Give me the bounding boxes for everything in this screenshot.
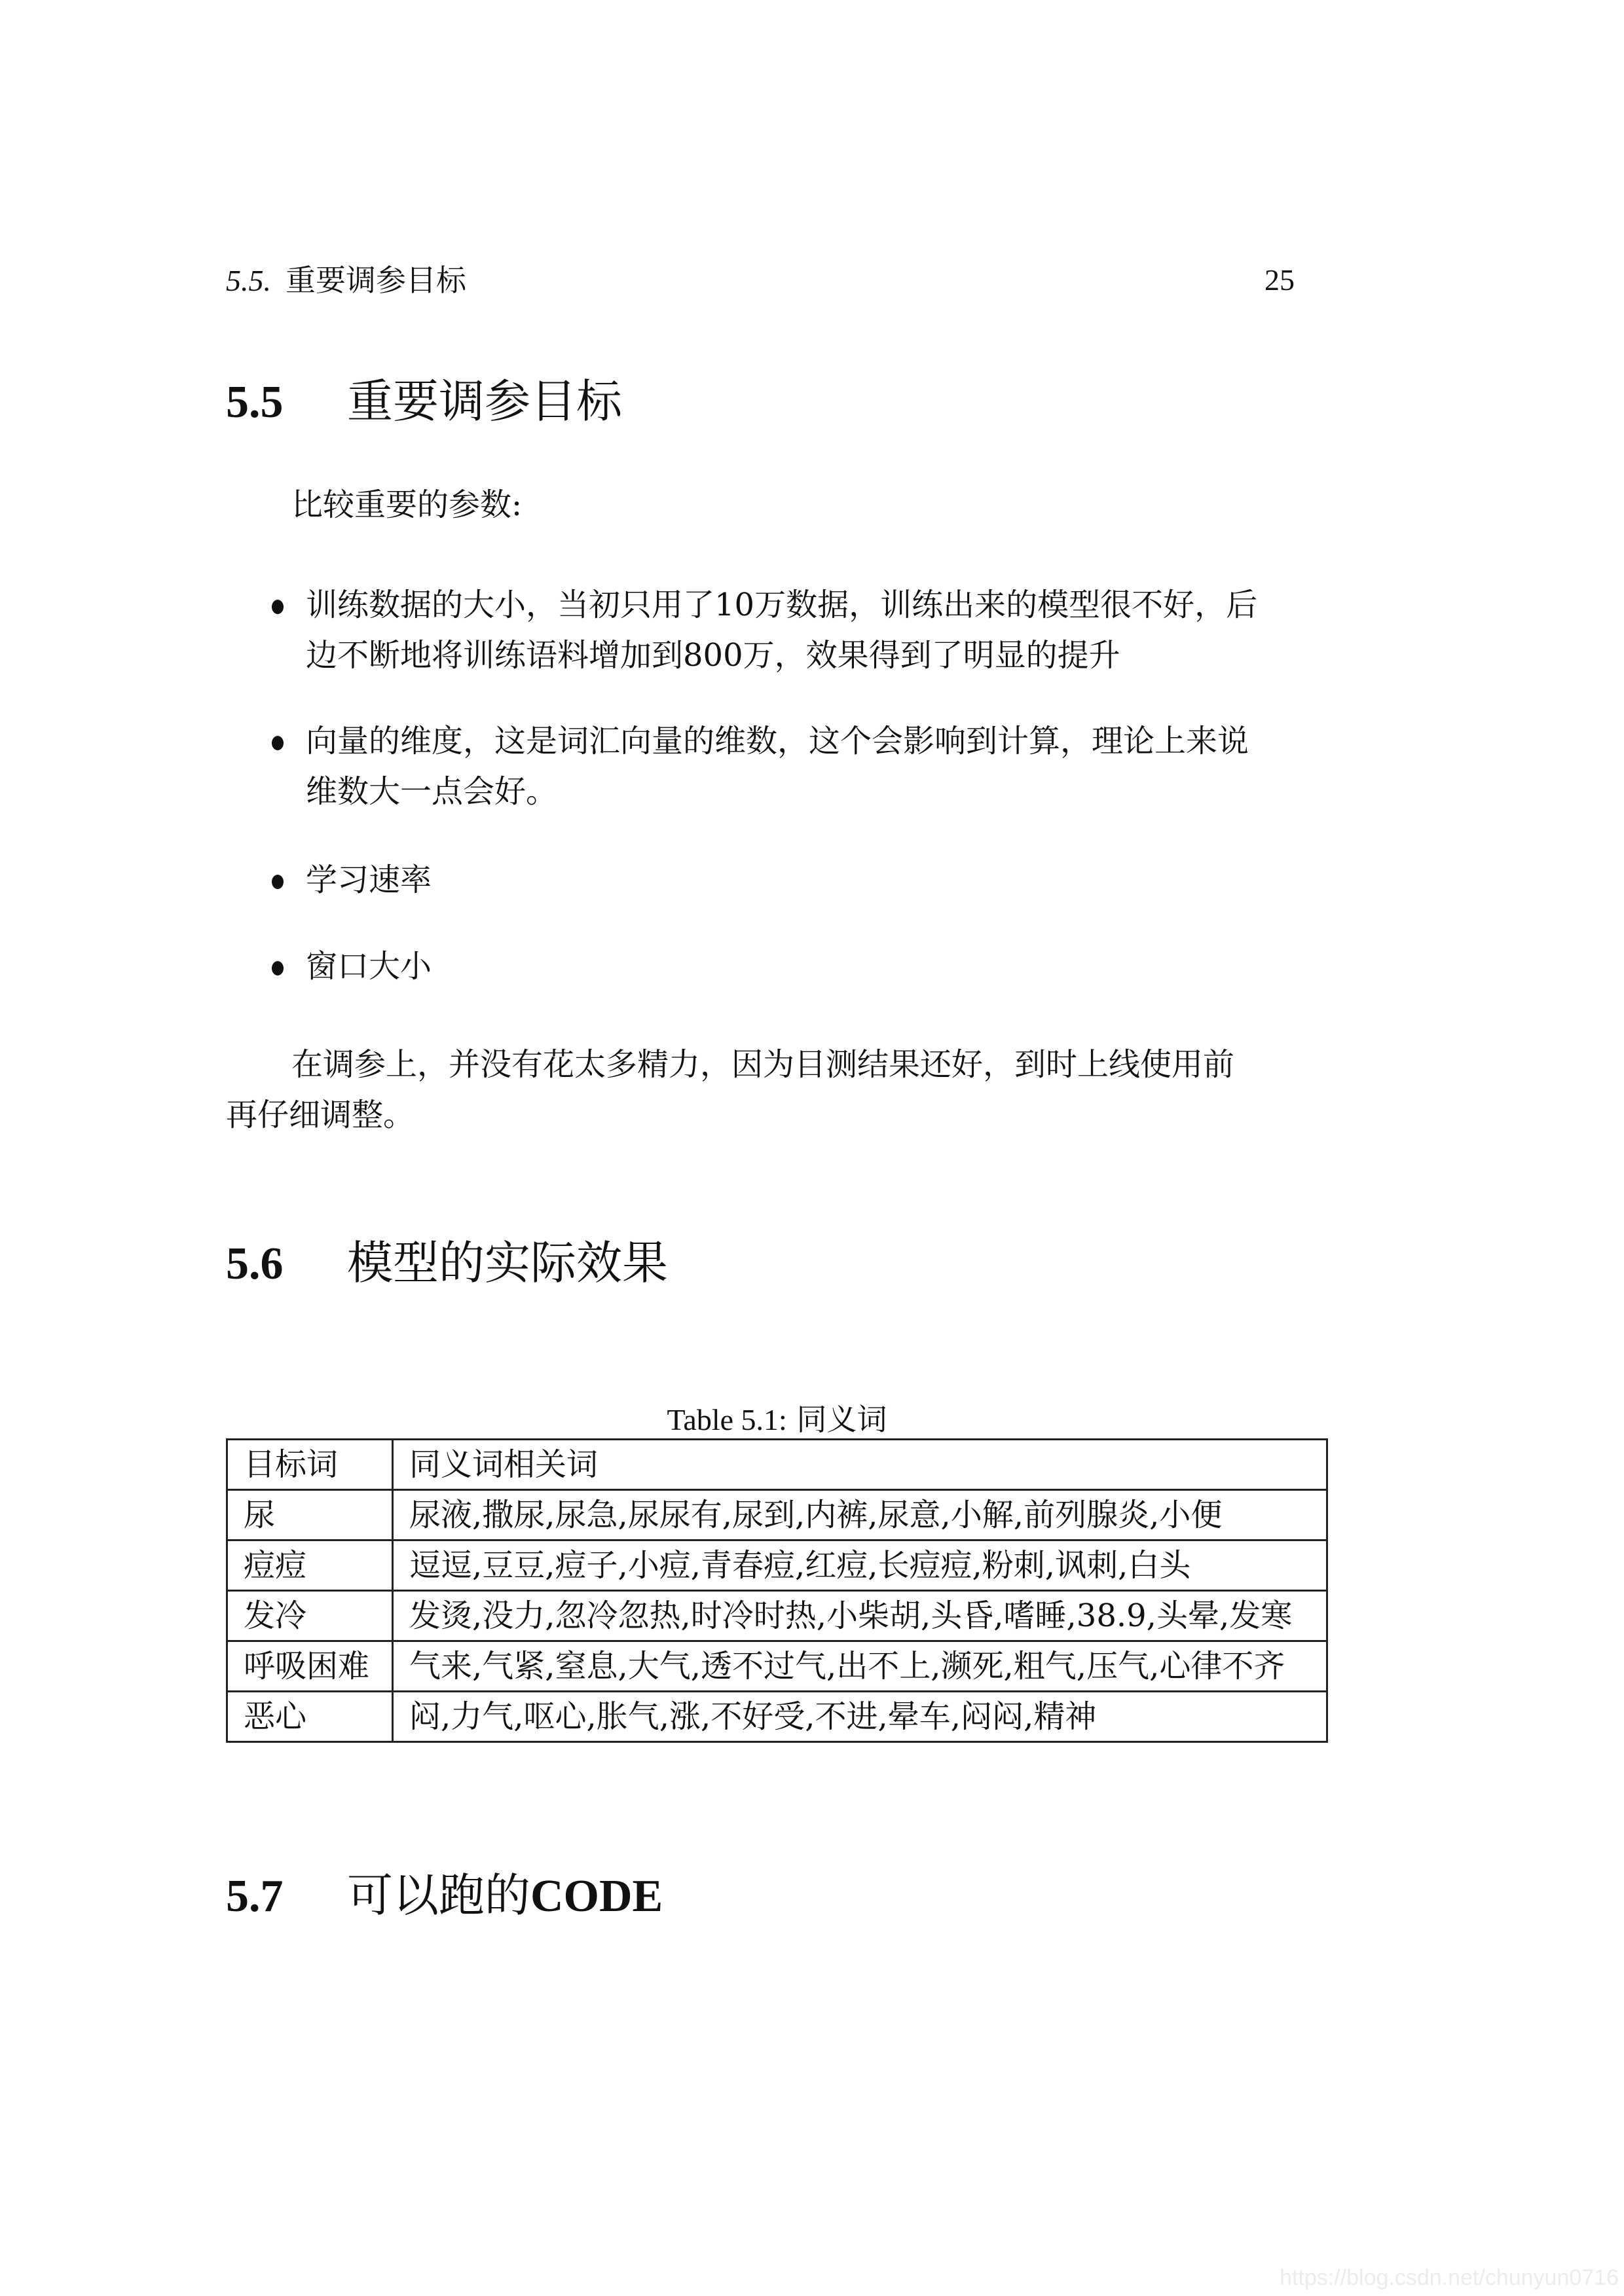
paragraph-line: 在调参上，并没有花太多精力，因为目测结果还好，到时上线使用前 bbox=[291, 1046, 1235, 1083]
column-header: 同义词相关词 bbox=[393, 1440, 1327, 1490]
section-heading-5-7 bbox=[226, 1866, 663, 1926]
section-heading-5-5 bbox=[226, 372, 622, 432]
table-caption bbox=[226, 1400, 1328, 1440]
intro-text: 比较重要的参数: bbox=[291, 486, 523, 523]
section-title-latin: CODE bbox=[530, 1871, 663, 1922]
section-title: 重要调参目标 bbox=[347, 374, 622, 428]
list-item bbox=[272, 716, 1306, 817]
target-word-cell: 发冷 bbox=[227, 1591, 393, 1641]
target-word-cell: 尿 bbox=[227, 1490, 393, 1540]
column-header: 目标词 bbox=[227, 1440, 393, 1490]
bullet-icon bbox=[272, 961, 284, 975]
list-item-line: 训练数据的大小，当初只用了10万数据，训练出来的模型很不好，后 bbox=[306, 587, 1258, 623]
synonym-table bbox=[226, 1438, 1328, 1743]
bullet-icon bbox=[272, 736, 284, 750]
synonyms-cell: 尿液,撒尿,尿急,尿尿有,尿到,内裤,尿意,小解,前列腺炎,小便 bbox=[393, 1490, 1327, 1540]
section-heading-5-6 bbox=[226, 1233, 668, 1294]
table-row bbox=[227, 1692, 1327, 1742]
table-header-row bbox=[227, 1440, 1327, 1490]
target-word-cell: 呼吸困难 bbox=[227, 1641, 393, 1692]
synonyms-cell: 气来,气紧,窒息,大气,透不过气,出不上,濒死,粗气,压气,心律不齐 bbox=[393, 1641, 1327, 1692]
paragraph bbox=[226, 1040, 1300, 1140]
table-caption-text: 同义词 bbox=[796, 1402, 887, 1437]
table-row bbox=[227, 1591, 1327, 1641]
section-number: 5.5 bbox=[226, 377, 284, 428]
section-title bbox=[347, 1868, 663, 1922]
section-number: 5.6 bbox=[226, 1239, 284, 1289]
list-item-line: 学习速率 bbox=[306, 862, 432, 898]
list-item bbox=[272, 941, 1306, 992]
synonyms-cell: 逗逗,豆豆,痘子,小痘,青春痘,红痘,长痘痘,粉刺,讽刺,白头 bbox=[393, 1540, 1327, 1591]
table-caption-label: Table 5.1: bbox=[667, 1403, 787, 1436]
list-item-line: 维数大一点会好。 bbox=[306, 773, 558, 810]
running-head-section-number: 5.5. bbox=[226, 264, 271, 297]
list-item bbox=[272, 855, 1306, 905]
section-title-cjk: 可以跑的 bbox=[347, 1868, 530, 1922]
table-row bbox=[227, 1641, 1327, 1692]
table-row bbox=[227, 1540, 1327, 1591]
section-title: 模型的实际效果 bbox=[347, 1236, 668, 1290]
target-word-cell: 痘痘 bbox=[227, 1540, 393, 1591]
synonyms-cell: 发烫,没力,忽冷忽热,时冷时热,小柴胡,头昏,嗜睡,38.9,头晕,发寒 bbox=[393, 1591, 1327, 1641]
running-head-title: 重要调参目标 bbox=[286, 263, 466, 298]
bullet-icon bbox=[272, 600, 284, 614]
running-head bbox=[226, 261, 1295, 301]
synonyms-cell: 闷,力气,呕心,胀气,涨,不好受,不进,晕车,闷闷,精神 bbox=[393, 1692, 1327, 1742]
list-item-line: 向量的维度，这是词汇向量的维数，这个会影响到计算，理论上来说 bbox=[306, 723, 1249, 759]
section-number: 5.7 bbox=[226, 1871, 284, 1922]
list-item-line: 边不断地将训练语料增加到800万，效果得到了明显的提升 bbox=[306, 637, 1120, 674]
paragraph-line: 再仔细调整。 bbox=[226, 1097, 415, 1133]
table-row bbox=[227, 1490, 1327, 1540]
watermark: https://blog.csdn.net/chunyun0716 bbox=[1280, 2265, 1619, 2290]
list-item-line: 窗口大小 bbox=[306, 948, 432, 985]
target-word-cell: 恶心 bbox=[227, 1692, 393, 1742]
list-item bbox=[272, 580, 1306, 681]
bullet-icon bbox=[272, 875, 284, 889]
page-number: 25 bbox=[1264, 263, 1295, 297]
